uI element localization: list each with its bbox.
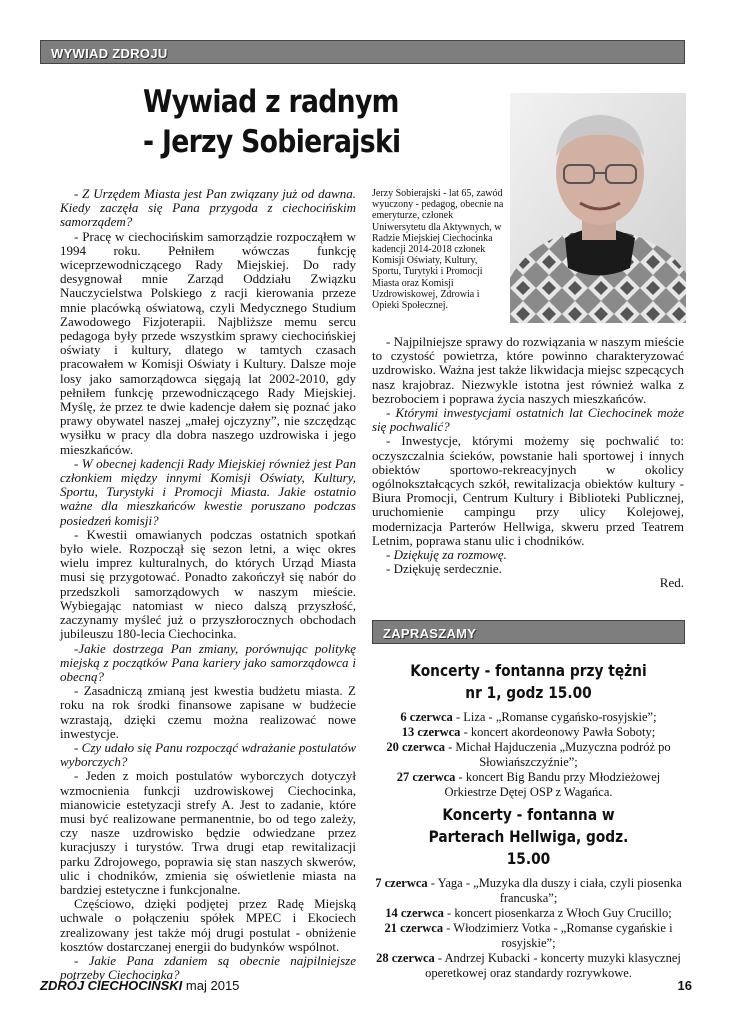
event-item [372,951,685,981]
interview-answer: - Jeden z moich postulatów wyborczych dotyczył wzmocnienia funkcji uzdrowiskowej Ciechocinka, mianowicie estetyzacji strefy A. Jest to zadanie, które musi być realizowane permanentnie, bo od tego zależy, czy nasze uzdrowisko będzie odwiedzane przez kuracjuszy i turystów. Trwa drugi etap rewitalizacji parku Zdrojowego, poprawia się stan naszych skwerów, ulic i chodników, zmienia się oświetlenie miasta na bardziej estetyczne i funkcjonalne. [60,768,356,897]
interview-question: -Jakie dostrzega Pan zmiany, porównując politykę miejską z początków Pana kariery jako samorządowca i obecną? [60,640,356,684]
event-description: - Michał Hajduczenia „Muzyczna podróż po Słowiańszczyźnie”; [445,740,671,769]
interview-answer: - Najpilniejsze sprawy do rozwiązania w naszym mieście to czystość powietrza, które powinno charakteryzować uzdrowisko. Ważna jest także likwidacja miejsc szpecących nasz krajobraz. Niezwykle istotna jest również walka z bezrobociem i poprawa życia naszych mieszkańców. [372,334,684,406]
photo-caption [372,188,507,311]
interview-question: - Jakie Pana zdaniem są obecnie najpilniejsze potrzeby Ciechocinka? [60,952,356,983]
caption-text: Jerzy Sobierajski - lat 65, zawód wyuczony - pedagog, obecnie na emeryturze, członek Uniwersytetu dla Aktywnych, w Radzie Miejskiej Ciechocinka kadencji 2014-2018 członek Komisji Oświaty, Kultury, Sportu, Turytyki i Promocji Miasta oraz Komisji Uzdrowiskowej, Zdrowia i Opieki Społecznej. [372,188,504,312]
article-left-column [60,187,356,982]
portrait-photo [510,93,686,323]
events-group-2 [372,804,685,981]
event-date: 14 czerwca [385,906,444,920]
events-section-label: ZAPRASZAMY [383,626,477,641]
event-item [372,876,685,906]
page-number: 16 [677,978,692,993]
event-description: - koncert akordeonowy Pawła Soboty; [460,725,656,739]
event-item [372,770,685,800]
interview-question: - W obecnej kadencji Rady Miejskiej również jest Pan członkiem między innymi Komisji Oświaty, Kultury, Sportu, Turystyki i Promocji Miasta. Jakie ostatnio ważne dla mieszkańców kwestie poruszano podczas posiedzeń komisji? [60,455,356,528]
portrait-illustration [510,93,686,323]
event-date: 6 czerwca [400,710,453,724]
title-line-1: Wywiad z radnym [143,84,399,120]
interview-answer: - Zasadniczą zmianą jest kwestia budżetu miasta. Z roku na rok środki finansowe zapisane w budżecie wzrastają, dzięki czemu można realizować nowe inwestycje. [60,683,356,741]
footer-magazine [40,978,239,993]
section-label: WYWIAD ZDROJU [51,46,168,61]
event-description: - koncert Big Bandu przy Młodzieżowej Orkiestrze Dętej OSP z Wagańca. [444,770,661,799]
events-group-2-list [372,876,685,981]
interview-question: - Czy udało się Panu rozpocząć wdrażanie postulatów wyborczych? [60,739,356,770]
event-date: 21 czerwca [384,921,444,935]
event-item [372,740,685,770]
interview-answer: - Inwestycje, którymi możemy się pochwalić to: oczyszczalnia ścieków, powstanie hali sportowej i innych obiektów sportowo-rekreacyjnych w okolicy ogólnokształcących szkół, rewitalizacja obiektów kultury - Biura Promocji, Centrum Kultury i Biblioteki Publicznej, uruchomienie campingu przy ulicy Kolejowej, modernizacja Parterów Hellwiga, skweru przed Teatrem Letnim, poprawa stanu ulic i chodników. [372,433,684,548]
events-group-2-title: Koncerty - fontanna w Parterach Hellwiga, godz. 15.00 [428,805,629,868]
event-item [372,710,685,725]
event-item [372,921,685,951]
event-date: 20 czerwca [386,740,446,754]
event-date: 7 czerwca [375,876,428,890]
interview-question: - Którymi inwestycjami ostatnich lat Ciechocinek może się pochwalić? [372,405,684,435]
article-title [143,82,400,162]
events-group-1-title: Koncerty - fontanna przy tężni nr 1, godz 15.00 [410,661,647,702]
event-description: - koncert piosenkarza z Włoch Guy Crucillo; [443,906,672,920]
title-line-2: - Jerzy Sobierajski [143,124,401,160]
interview-question: - Z Urzędem Miasta jest Pan związany już od dawna. Kiedy zaczęła się Pana przygoda z ciechocińskim samorządem? [60,186,356,230]
events-header [372,620,685,644]
event-description: - Yaga - „Muzyka dla duszy i ciała, czyli piosenka francuska”; [427,876,682,905]
signature: Red. [659,575,684,591]
event-item [372,725,685,740]
events-group-1 [372,660,685,800]
magazine-name: ZDRÓJ CIECHOCIŃSKI [40,978,183,993]
event-description: - Liza - „Romanse cygańsko-rosyjskie”; [452,710,657,724]
event-date: 13 czerwca [401,725,461,739]
interview-answer: - Dziękuję serdecznie. [386,561,502,577]
event-description: - Andrzej Kubacki - koncerty muzyki klasycznej operetkowej oraz standardy rozrywkowe. [425,951,681,980]
events-group-1-list [372,710,685,800]
event-date: 28 czerwca [376,951,435,965]
interview-answer: Częściowo, dzięki podjętej przez Radę Miejską uchwale o połączeniu spółek MPEC i Ekociech zrealizowany jest także mój drugi postulat - obniżenie kosztów dostarczanej energii do budynków wspólnot. [60,896,356,954]
section-header [40,40,685,64]
event-item [372,906,685,921]
issue-date: maj 2015 [185,978,240,993]
article-right-column [372,335,684,591]
event-date: 27 czerwca [396,770,456,784]
interview-answer: - Pracę w ciechocińskim samorządzie rozpocząłem w 1994 roku. Pełniłem wówczas funkcję wiceprzewodniczącego Rady Miejskiej. Do rady desygnował mnie Zarząd Oddziału Związku Nauczycielstwa Polskiego z racji kierowania przeze mnie placówką oświatową, czyli Medycznego Studium Zawodowego Fizjoterapii. Najbliższe memu sercu pedagoga były przede wszystkim sprawy ciechocińskiej oświaty i kultury, dlatego w tamtych czasach pracowałem w Komisji Oświaty i Kultury. Dalsze moje losy jako samorządowca sięgają lat 2002-2010, gdy pełniłem funkcję przewodniczącego Rady Miejskiej. Myślę, że przez te dwie kadencje dałem się poznać jako prawy obywatel naszej „małej ojczyzny”, nie szczędząc wysiłku w pracy dla dobra naszego uzdrowiska i jego mieszkańców. [60,228,356,457]
interview-answer: - Kwestii omawianych podczas ostatnich spotkań było wiele. Rozpoczął się sezon letni, a więc okres wielu imprez kulturalnych, do których Urząd Miasta musi się przygotować. Ponadto zakończył się nabór do przedszkoli samorządowych w naszym mieście. Wybiegając natomiast w nieco dalszą przyszłość, zaczynamy myśleć już o przyszłorocznych obchodach jubileuszu 180-lecia Ciechocinka. [60,526,356,642]
event-description: - Włodzimierz Votka - „Romanse cygańskie i rosyjskie”; [443,921,673,950]
interview-question: - Dziękuję za rozmowę. [386,547,507,563]
